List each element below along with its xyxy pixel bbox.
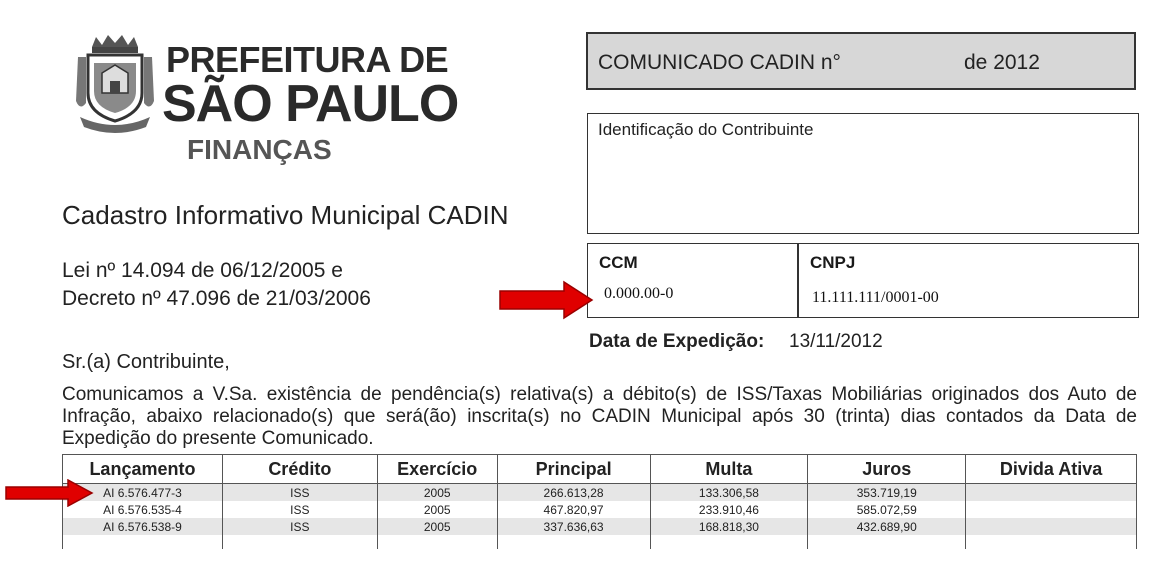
table-row	[63, 484, 1137, 502]
taxpayer-identification-label: Identificação do Contribuinte	[598, 120, 814, 139]
cell-juros: 432.689,90	[808, 518, 966, 535]
cell-credito: ISS	[222, 484, 377, 502]
cnpj-value: 11.111.111/0001-00	[812, 289, 939, 306]
cell-multa: 233.910,46	[650, 501, 808, 518]
cell-juros: 585.072,59	[808, 501, 966, 518]
column-header-principal: Principal	[497, 455, 650, 484]
ccm-value: 0.000.00-0	[604, 285, 674, 302]
cell-multa: 168.818,30	[650, 518, 808, 535]
column-header-exercicio: Exercício	[377, 455, 497, 484]
cell-lancamento: AI 6.576.538-9	[63, 518, 223, 535]
cell-juros: 353.719,19	[808, 484, 966, 502]
logo-title-line1: PREFEITURA DE	[166, 39, 449, 80]
cell-lancamento: AI 6.576.477-3	[63, 484, 223, 502]
cell-divida-ativa	[966, 484, 1137, 502]
communication-year: de 2012	[964, 51, 1040, 74]
cell-principal: 467.820,97	[497, 501, 650, 518]
red-arrow-ccm-icon	[498, 280, 594, 320]
table-header-row	[63, 455, 1137, 484]
cell-divida-ativa	[966, 501, 1137, 518]
cell-divida-ativa	[966, 518, 1137, 535]
cell-multa: 133.306,58	[650, 484, 808, 502]
cnpj-label: CNPJ	[810, 253, 856, 272]
table-row	[63, 518, 1137, 535]
notice-body-text: Comunicamos a V.Sa. existência de pendência(s) relativa(s) a débito(s) de ISS/Taxas Mobiliárias originados dos Auto de Infração, abaixo relacionado(s) que será(ão) inscrita(s) no CADIN Municipal após 30 (trinta) dias contados da Data de Expedição do presente Comunicado.	[62, 384, 1137, 449]
logo-subtitle: FINANÇAS	[187, 134, 332, 165]
debts-table	[62, 454, 1137, 549]
column-header-juros: Juros	[808, 455, 966, 484]
expedition-date-value: 13/11/2012	[789, 331, 883, 352]
column-header-multa: Multa	[650, 455, 808, 484]
decree-line: Decreto nº 47.096 de 21/03/2006	[62, 287, 371, 310]
cell-lancamento: AI 6.576.535-4	[63, 501, 223, 518]
coat-of-arms-icon	[72, 33, 158, 133]
expedition-date-label: Data de Expedição:	[589, 331, 765, 352]
column-header-divida-ativa: Divida Ativa	[966, 455, 1137, 484]
logo-title-line2: SÃO PAULO	[162, 75, 459, 133]
column-header-lancamento: Lançamento	[63, 455, 223, 484]
table-row	[63, 501, 1137, 518]
column-header-credito: Crédito	[222, 455, 377, 484]
cell-exercicio: 2005	[377, 518, 497, 535]
cell-principal: 337.636,63	[497, 518, 650, 535]
cadin-title: Cadastro Informativo Municipal CADIN	[62, 200, 509, 230]
salutation: Sr.(a) Contribuinte,	[62, 351, 230, 373]
cell-exercicio: 2005	[377, 484, 497, 502]
ccm-label: CCM	[599, 253, 638, 272]
red-arrow-lancamento-icon	[4, 479, 94, 507]
table-row-empty	[63, 535, 1137, 549]
cell-credito: ISS	[222, 518, 377, 535]
ccm-cnpj-divider	[797, 243, 799, 318]
law-reference	[62, 257, 371, 313]
cell-exercicio: 2005	[377, 501, 497, 518]
law-line: Lei nº 14.094 de 06/12/2005 e	[62, 259, 343, 282]
cell-credito: ISS	[222, 501, 377, 518]
cell-principal: 266.613,28	[497, 484, 650, 502]
communication-title: COMUNICADO CADIN n°	[598, 51, 841, 74]
